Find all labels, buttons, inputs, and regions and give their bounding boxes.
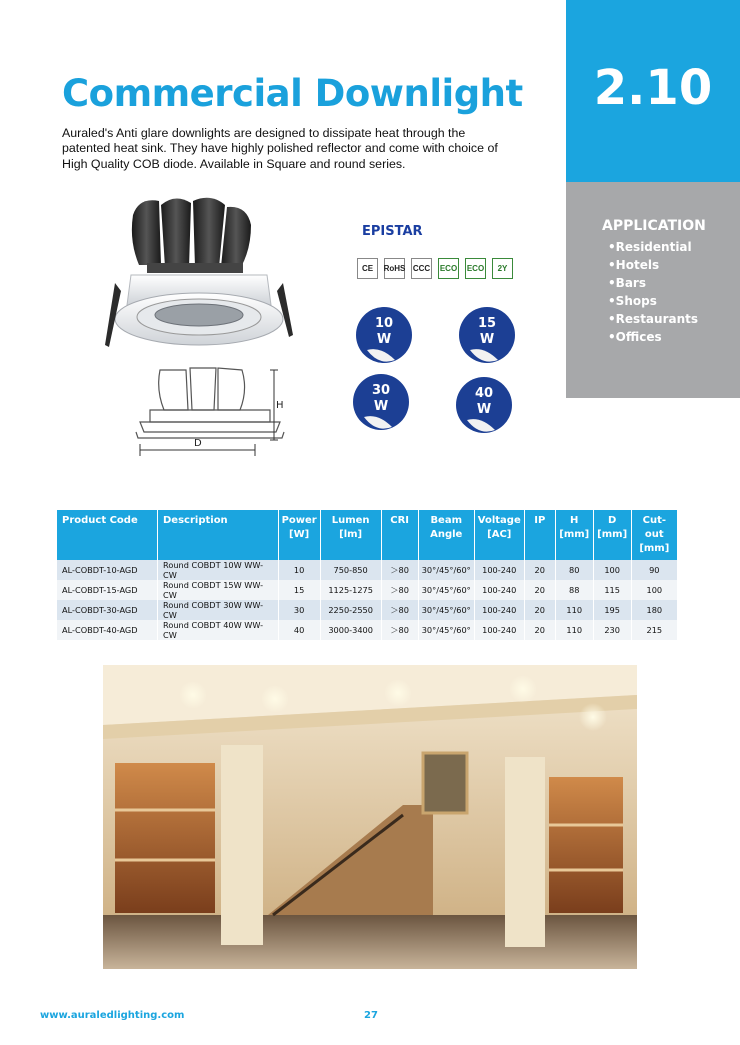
cell-ip: 20	[524, 600, 555, 620]
warranty-icon: 2Y	[492, 258, 513, 279]
cell-description: Round COBDT 40W WW-CW	[158, 620, 279, 640]
section-badge	[566, 0, 740, 182]
diameter-dimension-label: D	[194, 438, 202, 449]
intro-paragraph: Auraled's Anti glare downlights are designed to dissipate heat through the patented heat sink. They have highly polished reflector and come with choice of High Quality COB diode. Available in Square and round series.	[62, 126, 498, 171]
watt-value: 30	[371, 383, 391, 398]
cell-voltage: 100-240	[474, 620, 524, 640]
cell-height: 110	[555, 620, 593, 640]
cell-diameter: 195	[593, 600, 631, 620]
column-header: Description	[158, 510, 279, 560]
cell-cri: ＞80	[381, 560, 418, 580]
application-list	[608, 238, 698, 346]
height-dimension-label: H	[276, 400, 284, 411]
watt-badge-30	[352, 373, 410, 431]
watt-unit: W	[376, 332, 392, 347]
watt-value: 40	[474, 386, 494, 401]
cell-diameter: 230	[593, 620, 631, 640]
table-row	[57, 620, 678, 640]
cell-cutout: 100	[631, 580, 677, 600]
column-header: Voltage [AC]	[474, 510, 524, 560]
ccc-icon: CCC	[411, 258, 432, 279]
cell-description: Round COBDT 30W WW-CW	[158, 600, 279, 620]
cell-ip: 20	[524, 560, 555, 580]
cell-cutout: 90	[631, 560, 677, 580]
cell-product-code: AL-COBDT-40-AGD	[57, 620, 158, 640]
cell-product-code: AL-COBDT-10-AGD	[57, 560, 158, 580]
application-item: •Offices	[608, 330, 662, 344]
cell-diameter: 115	[593, 580, 631, 600]
column-header: Product Code	[57, 510, 158, 560]
cell-cri: ＞80	[381, 580, 418, 600]
cell-cutout: 215	[631, 620, 677, 640]
page-title: Commercial Downlight	[62, 72, 523, 115]
cell-power: 40	[278, 620, 320, 640]
cell-description: Round COBDT 10W WW-CW	[158, 560, 279, 580]
cell-height: 110	[555, 600, 593, 620]
column-header: Lumen [lm]	[320, 510, 381, 560]
cell-cri: ＞80	[381, 600, 418, 620]
column-header: H [mm]	[555, 510, 593, 560]
application-item: •Hotels	[608, 258, 660, 272]
cell-height: 80	[555, 560, 593, 580]
section-number: 2.10	[593, 60, 713, 116]
table-row	[57, 560, 678, 580]
application-item: •Residential	[608, 240, 692, 254]
watt-badge-40	[455, 376, 513, 434]
application-title: APPLICATION	[602, 218, 706, 234]
watt-unit: W	[476, 402, 492, 417]
watt-unit: W	[479, 332, 495, 347]
cell-beam-angle: 30°/45°/60°	[418, 600, 474, 620]
downlight-product-image	[95, 195, 305, 355]
cell-lumen: 1125-1275	[320, 580, 381, 600]
watt-value: 10	[374, 316, 394, 331]
cell-power: 15	[278, 580, 320, 600]
cell-description: Round COBDT 15W WW-CW	[158, 580, 279, 600]
ce-mark-icon: CE	[357, 258, 378, 279]
cell-lumen: 2250-2550	[320, 600, 381, 620]
certification-icons	[357, 258, 513, 279]
dimension-drawing	[130, 360, 290, 460]
table-row	[57, 600, 678, 620]
cell-diameter: 100	[593, 560, 631, 580]
cell-product-code: AL-COBDT-15-AGD	[57, 580, 158, 600]
interior-application-photo	[103, 665, 637, 969]
cell-voltage: 100-240	[474, 560, 524, 580]
watt-badge-15	[458, 306, 516, 364]
page-number: 27	[364, 1010, 378, 1021]
table-header-row	[57, 510, 678, 560]
cell-ip: 20	[524, 620, 555, 640]
cell-cutout: 180	[631, 600, 677, 620]
application-item: •Bars	[608, 276, 646, 290]
cell-lumen: 3000-3400	[320, 620, 381, 640]
column-header: Power [W]	[278, 510, 320, 560]
footer-website-link[interactable]: www.auraledlighting.com	[40, 1010, 185, 1021]
application-item: •Shops	[608, 294, 657, 308]
watt-badge-10	[355, 306, 413, 364]
cell-voltage: 100-240	[474, 600, 524, 620]
cell-beam-angle: 30°/45°/60°	[418, 560, 474, 580]
watt-unit: W	[373, 399, 389, 414]
cell-beam-angle: 30°/45°/60°	[418, 620, 474, 640]
application-item: •Restaurants	[608, 312, 699, 326]
column-header: D [mm]	[593, 510, 631, 560]
chip-brand-label: EPISTAR	[362, 224, 423, 239]
column-header: Beam Angle	[418, 510, 474, 560]
cell-height: 88	[555, 580, 593, 600]
eco-icon: ECO	[438, 258, 459, 279]
column-header: IP	[524, 510, 555, 560]
table-row	[57, 580, 678, 600]
rohs-icon: RoHS	[384, 258, 405, 279]
application-panel	[566, 182, 740, 398]
column-header: CRI	[381, 510, 418, 560]
column-header: Cut-out [mm]	[631, 510, 677, 560]
watt-value: 15	[477, 316, 497, 331]
eco-leaf-icon: ECO	[465, 258, 486, 279]
cell-cri: ＞80	[381, 620, 418, 640]
cell-lumen: 750-850	[320, 560, 381, 580]
cell-power: 30	[278, 600, 320, 620]
cell-beam-angle: 30°/45°/60°	[418, 580, 474, 600]
cell-product-code: AL-COBDT-30-AGD	[57, 600, 158, 620]
cell-ip: 20	[524, 580, 555, 600]
specification-table	[57, 510, 678, 640]
cell-voltage: 100-240	[474, 580, 524, 600]
cell-power: 10	[278, 560, 320, 580]
